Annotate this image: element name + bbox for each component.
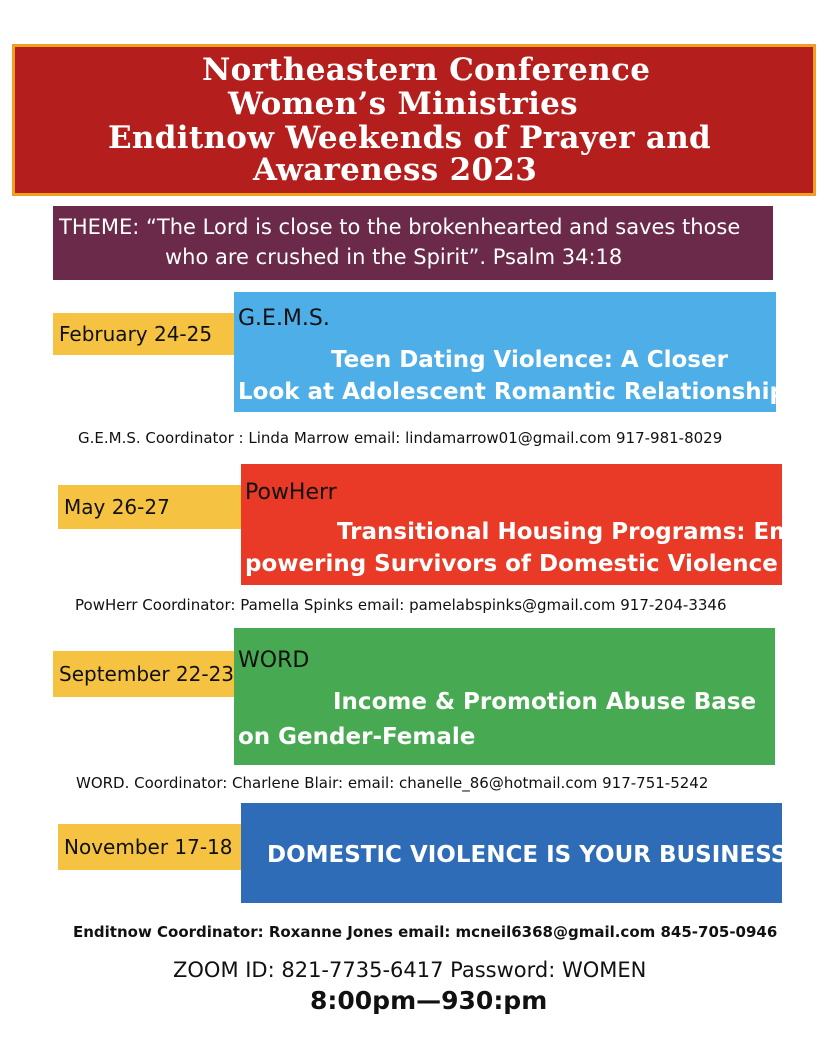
- date-tag-february: February 24-25: [53, 313, 235, 355]
- event-title-word-line-1: Income & Promotion Abuse Base: [333, 689, 757, 715]
- event-box-gems: [234, 292, 800, 412]
- coordinator-word: WORD. Coordinator: Charlene Blair: email: chanelle_86@hotmail.com 917-751-5242: [76, 774, 709, 792]
- event-title-powherr-line-2: powering Survivors of Domestic Violence: [245, 551, 778, 577]
- title-banner: [12, 44, 816, 196]
- event-label-word: WORD: [238, 648, 310, 673]
- event-box-enditnow: [241, 803, 788, 903]
- event-title-gems-line-2: Look at Adolescent Romantic Relationships: [238, 379, 800, 405]
- event-title-word-line-2: on Gender-Female: [238, 724, 476, 750]
- event-label-gems: G.E.M.S.: [238, 306, 330, 331]
- title-line-3: Enditnow Weekends of Prayer and: [108, 120, 712, 156]
- title-line-4: Awareness 2023: [253, 152, 538, 188]
- coordinator-gems: G.E.M.S. Coordinator : Linda Marrow email: lindamarrow01@gmail.com 917-981-8029: [78, 429, 723, 447]
- coordinator-enditnow: Enditnow Coordinator: Roxanne Jones email: mcneil6368@gmail.com 845-705-0946: [73, 923, 778, 941]
- date-tag-november: November 17-18: [58, 824, 244, 870]
- theme-line-1: THEME: “The Lord is close to the brokenhearted and saves those: [59, 215, 741, 239]
- event-label-powherr: PowHerr: [245, 480, 337, 505]
- date-tag-may: May 26-27: [58, 485, 244, 529]
- title-line-2: Women’s Ministries: [228, 86, 578, 122]
- date-tag-september: September 22-23: [53, 651, 237, 697]
- theme-line-2: who are crushed in the Spirit”. Psalm 34:18: [165, 245, 623, 269]
- event-title-powherr-line-1: Transitional Housing Programs: Em-: [337, 519, 803, 545]
- meeting-time: 8:00pm—930:pm: [310, 986, 548, 1015]
- event-box-word: [234, 628, 775, 765]
- zoom-info: ZOOM ID: 821-7735-6417 Password: WOMEN: [173, 958, 647, 982]
- event-title-gems-line-1: Teen Dating Violence: A Closer: [331, 347, 728, 373]
- event-title-enditnow: DOMESTIC VIOLENCE IS YOUR BUSINESS: [267, 842, 788, 868]
- title-line-1: Northeastern Conference: [202, 52, 651, 88]
- theme-box: [53, 206, 773, 280]
- event-box-powherr: [241, 464, 803, 585]
- coordinator-powherr: PowHerr Coordinator: Pamella Spinks email: pamelabspinks@gmail.com 917-204-3346: [75, 596, 727, 614]
